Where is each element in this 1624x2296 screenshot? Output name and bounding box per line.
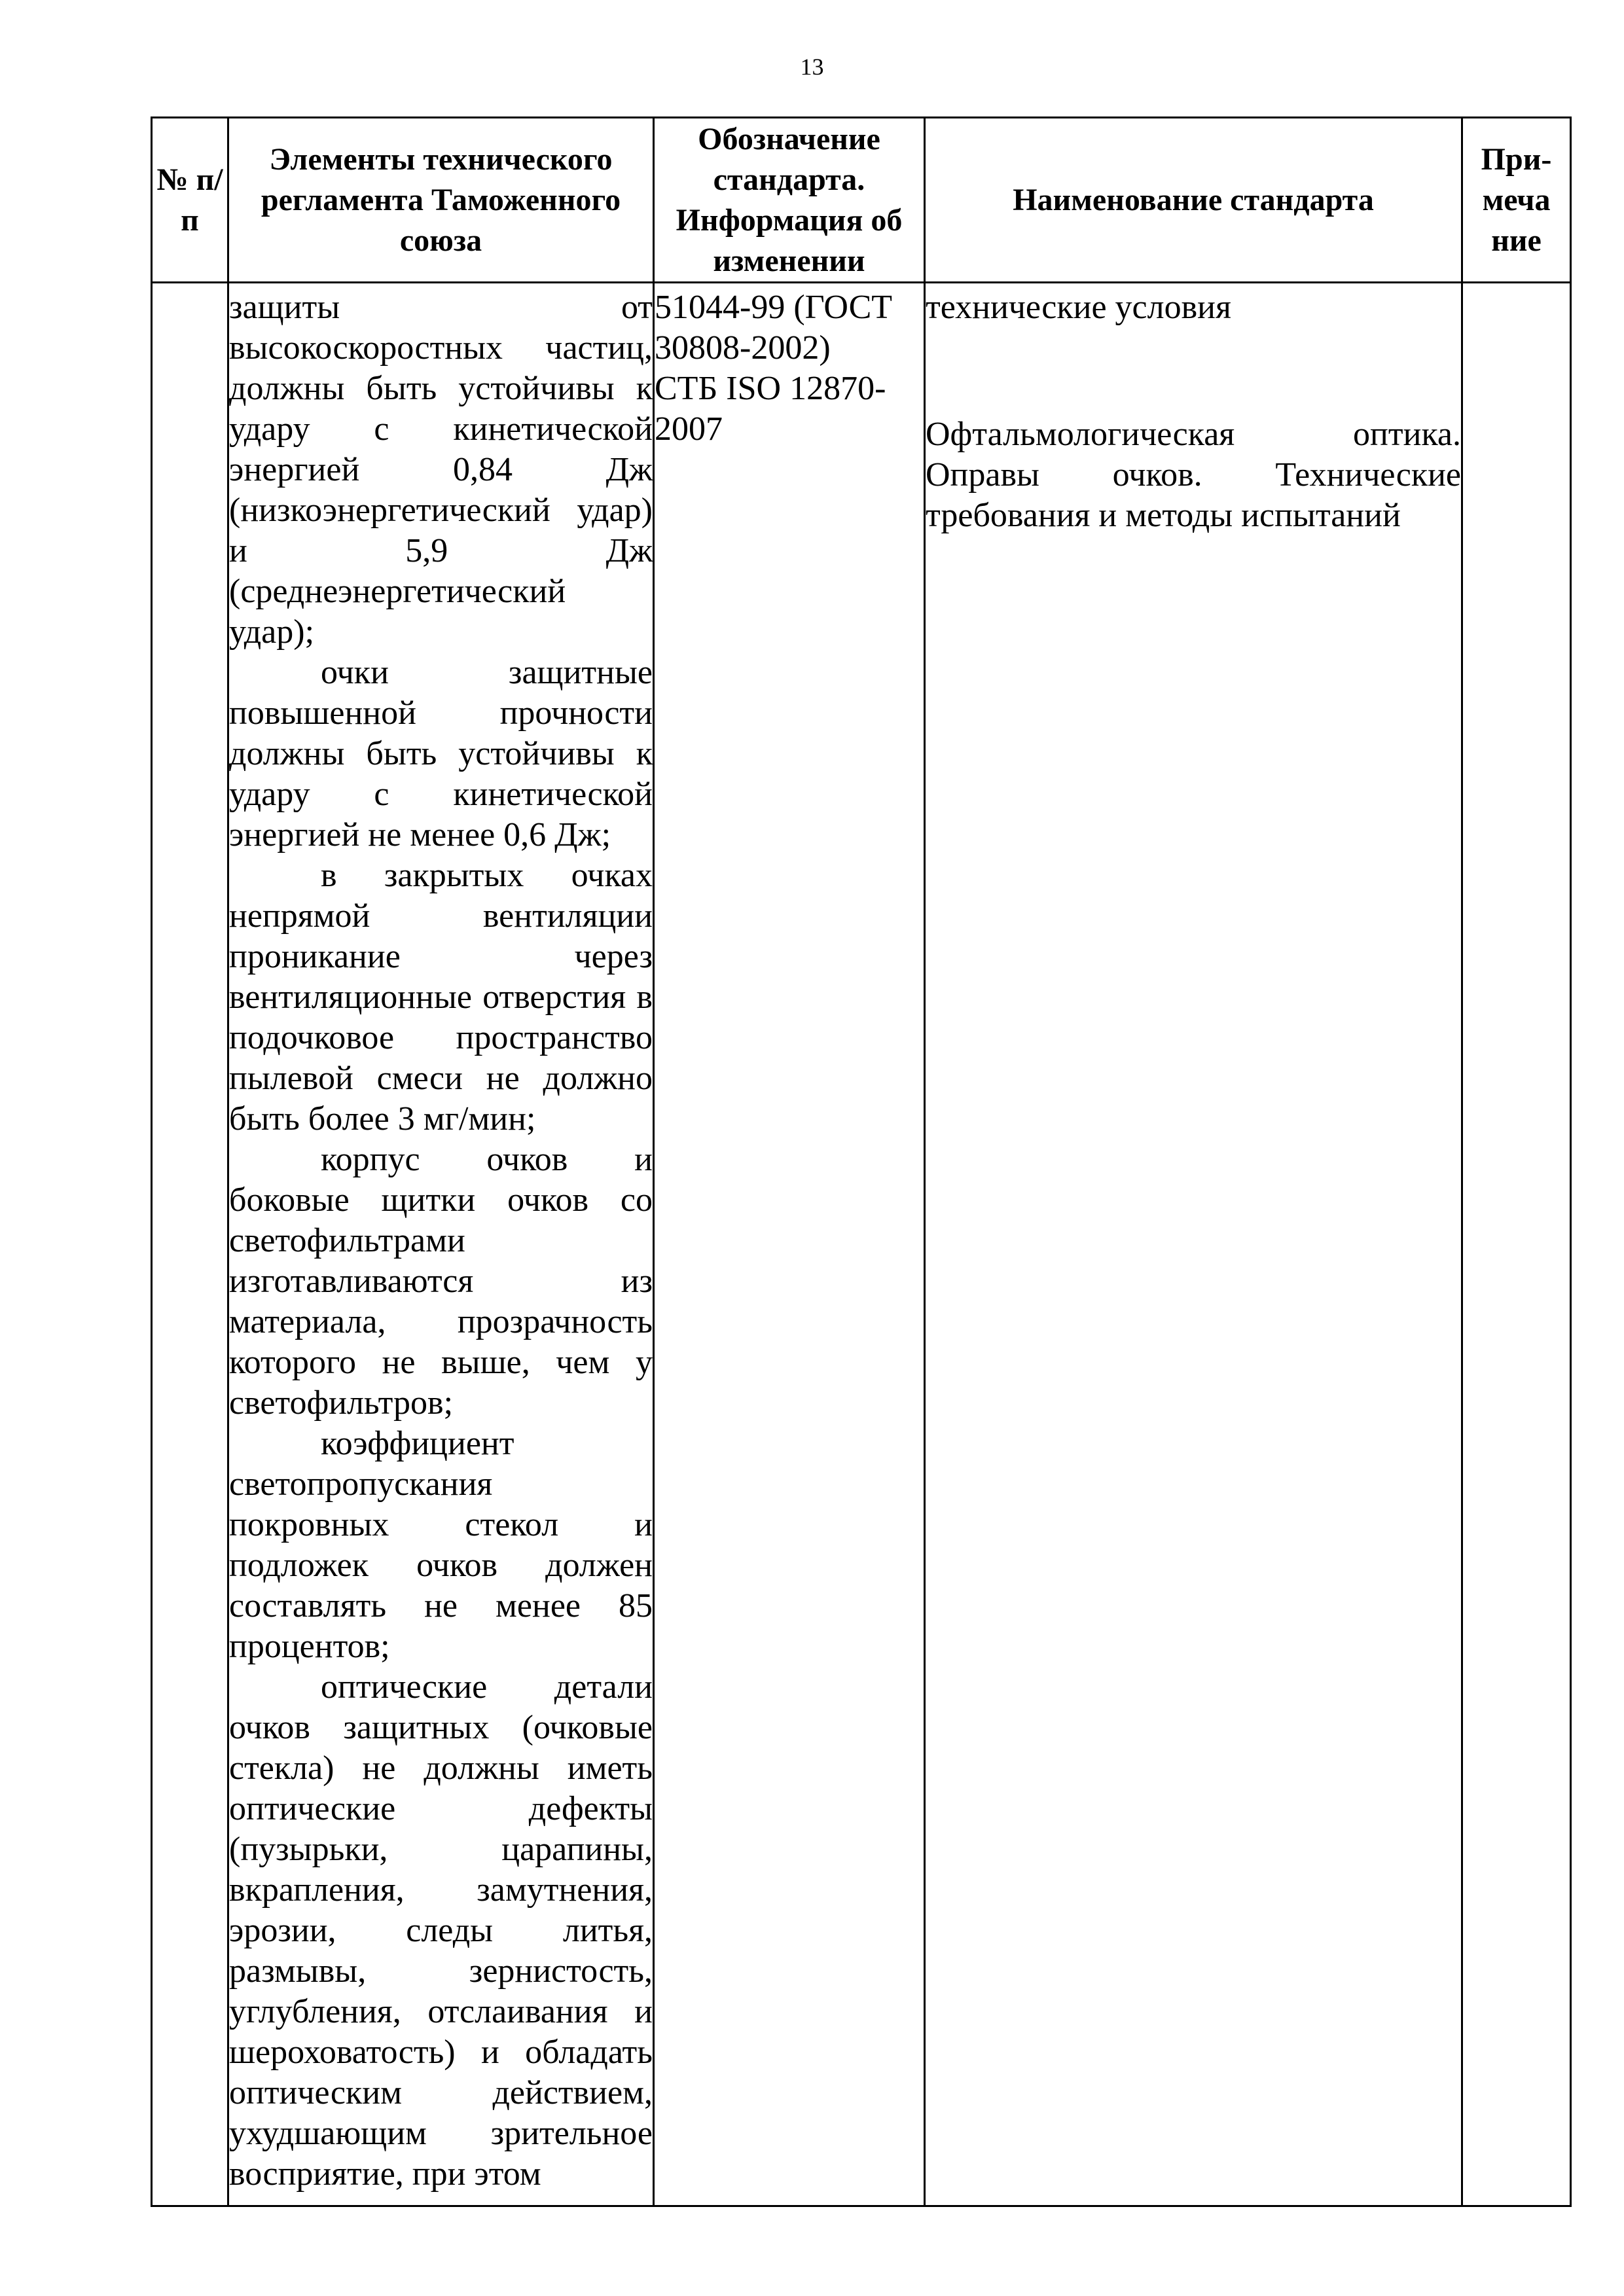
requirement-paragraph: в закрытых очках непрямой вентиляции проникание через вентиляционные отверстия в подочковое пространство пылевой смеси не должно быть более 3 мг/мин; [229,857,653,1138]
header-note: При-меча ние [1462,118,1571,283]
standard-name: технические условия [926,289,1231,326]
requirement-paragraph: оптические детали очков защитных (очковые стекла) не должны иметь оптические дефекты (пузырьки, царапины, вкрапления, замутнения, эрозии, следы литья, размывы, зернистость, углубления, отслаивания и шероховатость) и обладать оптическим действием, ухудшающим зрительное восприятие, при этом [229,1668,653,2193]
requirement-paragraph: коэффициент светопропускания покровных стекол и подложек очков должен составлять не менее 85 процентов; [229,1425,653,1665]
cell-elements [228,283,654,2206]
table-header-row [152,118,1571,283]
standard-name: Офтальмологическая оптика. Оправы очков. Технические требования и методы испытаний [926,416,1461,534]
header-elements: Элементы технического регламента Таможенного союза [228,118,654,283]
standard-designation: 51044-99 (ГОСТ 30808-2002) [655,289,893,367]
standards-table [151,117,1572,2207]
cell-number [152,283,228,2206]
standard-designation: СТБ ISO 12870-2007 [655,370,886,448]
requirement-paragraph: очки защитные повышенной прочности должны быть устойчивы к удару с кинетической энергией не менее 0,6 Дж; [229,654,653,853]
cell-designation [654,283,925,2206]
page-number: 13 [800,54,824,80]
header-standard-name: Наименование стандарта [925,118,1462,283]
header-designation: Обозначение стандарта. Информация об изменении [654,118,925,283]
requirement-paragraph: защиты от высокоскоростных частиц, должны быть устойчивы к удару с кинетической энергией 0,84 Дж (низкоэнергетический удар) и 5,9 Дж (среднеэнергетический удар); [229,289,653,651]
table-row [152,283,1571,2206]
cell-standard-name [925,283,1462,2206]
header-number: № п/п [152,118,228,283]
requirement-paragraph: корпус очков и боковые щитки очков со светофильтрами изготавливаются из материала, прозрачность которого не выше, чем у светофильтров; [229,1141,653,1422]
cell-note [1462,283,1571,2206]
